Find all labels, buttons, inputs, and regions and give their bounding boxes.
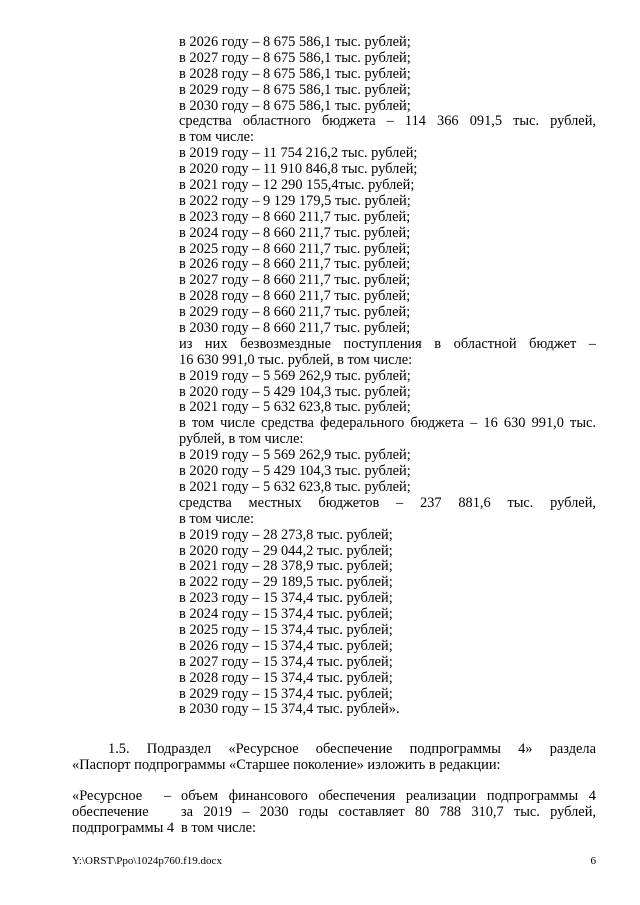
year-line: в 2021 году – 5 632 623,8 тыс. рублей;: [179, 478, 411, 495]
year-line: в 2023 году – 8 660 211,7 тыс. рублей;: [179, 208, 411, 225]
year-line: в 2022 году – 29 189,5 тыс. рублей;: [179, 574, 393, 591]
section-paragraph: [72, 741, 596, 773]
year-line: в 2021 году – 28 378,9 тыс. рублей;: [179, 558, 393, 575]
year-line: в 2022 году – 9 129 179,5 тыс. рублей;: [179, 192, 411, 209]
year-line: в 2020 году – 11 910 846,8 тыс. рублей;: [179, 161, 418, 178]
year-line: в 2025 году – 8 660 211,7 тыс. рублей;: [179, 240, 411, 257]
year-line: в 2028 году – 15 374,4 тыс. рублей;: [179, 669, 393, 686]
resource-value: [181, 788, 596, 836]
year-line: в 2021 году – 12 290 155,4тыс. рублей;: [179, 177, 415, 194]
section-paragraph-line-1: 1.5. Подраздел «Ресурсное обеспечение подпрограммы 4» раздела: [108, 741, 596, 757]
year-line: в 2023 году – 15 374,4 тыс. рублей;: [179, 590, 393, 607]
year-line: в 2024 году – 15 374,4 тыс. рублей;: [179, 606, 393, 623]
year-line: в 2020 году – 5 429 104,3 тыс. рублей;: [179, 463, 411, 480]
year-line: в 2026 году – 8 675 586,1 тыс. рублей;: [179, 34, 411, 50]
federal-header: в том числе средства федерального бюджета – 16 630 991,0 тыс.: [179, 415, 596, 432]
resource-label: [72, 788, 175, 836]
year-line: в 2024 году – 8 660 211,7 тыс. рублей;: [179, 224, 411, 241]
resource-table: [72, 788, 596, 836]
year-line: в 2025 году – 15 374,4 тыс. рублей;: [179, 621, 393, 638]
resource-value-line: за 2019 – 2030 годы составляет 80 788 310,7 тыс. рублей,: [181, 804, 596, 820]
gratuitous-yearly-list: [179, 369, 596, 417]
local-budget-subheader: в том числе:: [179, 510, 255, 527]
local-yearly-list: [179, 528, 596, 719]
page-number: 6: [590, 855, 596, 867]
year-line: в 2020 году – 5 429 104,3 тыс. рублей;: [179, 383, 411, 400]
resource-label-line: подпрограммы 4: [72, 820, 175, 836]
resource-label-line: обеспечение: [72, 804, 149, 820]
resource-value-line: объем финансового обеспечения реализации подпрограммы 4: [181, 788, 596, 804]
year-line: в 2030 году – 8 675 586,1 тыс. рублей;: [179, 97, 411, 114]
year-line: в 2027 году – 8 660 211,7 тыс. рублей;: [179, 272, 411, 289]
regional-budget-subheader: в том числе:: [179, 129, 255, 146]
year-line: в 2030 году – 15 374,4 тыс. рублей».: [179, 701, 400, 718]
year-line: в 2026 году – 15 374,4 тыс. рублей;: [179, 637, 393, 654]
funding-column: [179, 35, 596, 718]
year-line: в 2030 году – 8 660 211,7 тыс. рублей;: [179, 320, 411, 337]
regional-yearly-list: [179, 146, 596, 337]
resource-row: [72, 788, 596, 836]
year-line: в 2027 году – 8 675 586,1 тыс. рублей;: [179, 49, 411, 66]
federal-subheader: рублей, в том числе:: [179, 431, 304, 448]
file-path: Y:\ORST\Ppo\1024p760.f19.docx: [72, 855, 222, 867]
year-line: в 2019 году – 5 569 262,9 тыс. рублей;: [179, 447, 411, 464]
section-paragraph-line-2: «Паспорт подпрограммы «Старшее поколение» изложить в редакции:: [72, 757, 501, 773]
year-line: в 2020 году – 29 044,2 тыс. рублей;: [179, 542, 393, 559]
year-line: в 2019 году – 28 273,8 тыс. рублей;: [179, 526, 393, 543]
year-line: в 2021 году – 5 632 623,8 тыс. рублей;: [179, 399, 411, 416]
resource-dash: –: [164, 788, 172, 804]
resource-value-line: в том числе:: [181, 820, 257, 836]
year-line: в 2027 году – 15 374,4 тыс. рублей;: [179, 653, 393, 670]
regional-budget-header: средства областного бюджета – 114 366 091,5 тыс. рублей,: [179, 113, 596, 130]
year-line: в 2019 году – 11 754 216,2 тыс. рублей;: [179, 145, 418, 162]
resource-label-line: «Ресурсное: [72, 788, 143, 804]
federal-yearly-list: [179, 35, 596, 114]
page-footer: [72, 855, 596, 867]
local-budget-header: средства местных бюджетов – 237 881,6 тыс. рублей,: [179, 494, 596, 511]
year-line: в 2029 году – 15 374,4 тыс. рублей;: [179, 685, 393, 702]
year-line: в 2028 году – 8 675 586,1 тыс. рублей;: [179, 65, 411, 82]
year-line: в 2029 году – 8 675 586,1 тыс. рублей;: [179, 81, 411, 98]
year-line: в 2029 году – 8 660 211,7 тыс. рублей;: [179, 304, 411, 321]
year-line: в 2026 году – 8 660 211,7 тыс. рублей;: [179, 256, 411, 273]
gratuitous-header: из них безвозмездные поступления в областной бюджет –: [179, 335, 596, 352]
year-line: в 2019 году – 5 569 262,9 тыс. рублей;: [179, 367, 411, 384]
gratuitous-subheader: 16 630 991,0 тыс. рублей, в том числе:: [179, 351, 413, 368]
federal-yearly-list-2: [179, 448, 596, 496]
year-line: в 2028 году – 8 660 211,7 тыс. рублей;: [179, 288, 411, 305]
